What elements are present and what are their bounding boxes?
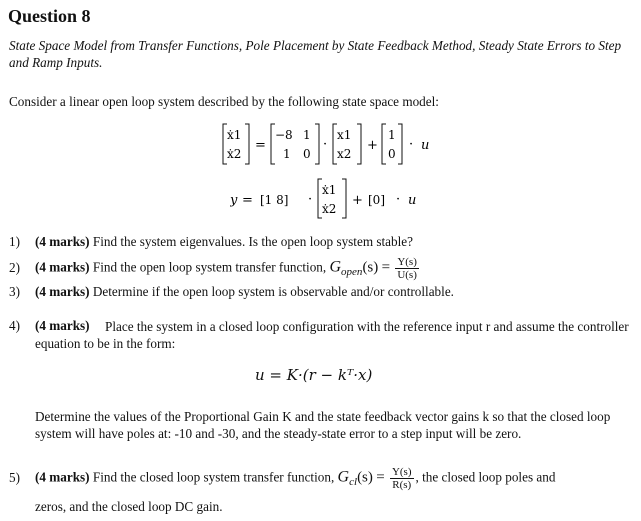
q2-fraction — [395, 256, 419, 281]
output-equation — [230, 176, 450, 222]
dot-op-2: · — [409, 137, 414, 152]
lhs-x1dot: ẋ1 — [227, 128, 242, 142]
q4-marks: (4 marks) — [35, 318, 90, 333]
q5-number: 5) — [9, 469, 20, 485]
question-5: 5) (4 marks) Find the closed loop system transfer function, $G_{cl}(s)$ = $\frac{Y(s)}{R(s)}$ , the closed loop poles and — [9, 466, 556, 491]
q4-detail: Determine the values of the Proportional Gain K and the state feedback vector gains k so that the closed loop system will have poles at: -10 and -30, and the steady-state error to a step input will be zero. — [35, 409, 611, 441]
question-2: 2) (4 marks) Find the open loop system transfer function, $G_{open}(s)$ = $\frac{Y(s)}{U(s)}$ — [9, 256, 417, 281]
dot-op-3: · — [308, 192, 313, 207]
q5-sub: cl — [349, 476, 358, 489]
q5-marks: (4 marks) — [35, 469, 90, 485]
q2-frac-bot: U(s) — [397, 269, 417, 281]
q1-text: Find the system eigenvalues. Is the open loop system stable? — [92, 234, 413, 249]
q5-tail-line-2: zeros, and the closed loop DC gain. — [35, 499, 223, 514]
x2: x2 — [337, 147, 352, 161]
q3-text: Determine if the open loop system is observable and/or controllable. — [92, 284, 454, 299]
q2-sub: open — [341, 266, 363, 279]
question-title: Question 8 — [8, 6, 91, 26]
question-3 — [9, 284, 454, 300]
control-law: u = K·(r − kᵀ·x) — [255, 366, 373, 384]
dot-op: · — [323, 137, 328, 152]
q5-tail: the closed loop poles and — [422, 469, 556, 485]
a22: 0 — [303, 147, 311, 161]
c-matrix: [1 8] — [260, 193, 289, 207]
q5-frac-top: Y(s) — [391, 466, 412, 478]
question-subtitle: State Space Model from Transfer Functions, Pole Placement by State Feedback Method, Steady State Errors to Step and Ramp Inputs. — [9, 38, 622, 70]
q5-text: Find the closed loop system transfer function, — [92, 469, 335, 485]
state-equation — [215, 120, 455, 168]
plus-sign-2: + — [352, 193, 363, 208]
q3-marks: (4 marks) — [35, 284, 90, 299]
input-u: u — [421, 138, 430, 153]
q3-number: 3) — [9, 284, 20, 299]
output-u: u — [408, 193, 417, 208]
q1-number: 1) — [9, 234, 20, 249]
q5-fn: G — [337, 468, 350, 486]
q5-arg: (s) — [357, 469, 373, 486]
out-x2dot: ẋ2 — [322, 202, 337, 216]
equals-sign-2: = — [242, 193, 253, 208]
q4-number: 4) — [9, 318, 20, 333]
a21: 1 — [283, 147, 291, 161]
a11: −8 — [275, 128, 293, 142]
q4-text: Place the system in a closed loop configuration with the reference input r and assume the controller equation to be in the form: — [35, 319, 629, 351]
intro-text: Consider a linear open loop system described by the following state space model: — [9, 94, 439, 109]
q2-number: 2) — [9, 259, 20, 275]
b1: 1 — [388, 128, 396, 142]
q5-fraction — [390, 466, 414, 491]
out-x1dot: ẋ1 — [322, 183, 337, 197]
x1: x1 — [337, 128, 352, 142]
plus-sign: + — [367, 138, 378, 153]
equals-sign: = — [255, 138, 266, 153]
d-matrix: [0] — [368, 193, 385, 207]
q2-arg: (s) — [362, 259, 379, 276]
q2-marks: (4 marks) — [35, 259, 90, 275]
q2-fn: G — [329, 258, 342, 276]
output-y: y — [230, 193, 238, 208]
b2: 0 — [388, 147, 396, 161]
a12: 1 — [303, 128, 311, 142]
question-1 — [9, 234, 413, 250]
dot-op-4: · — [396, 192, 401, 207]
lhs-x2dot: ẋ2 — [227, 147, 242, 161]
q2-text: Find the open loop system transfer function, — [92, 259, 327, 275]
q1-marks: (4 marks) — [35, 234, 90, 249]
q2-frac-top: Y(s) — [397, 256, 417, 268]
q5-frac-bot: R(s) — [392, 479, 412, 491]
